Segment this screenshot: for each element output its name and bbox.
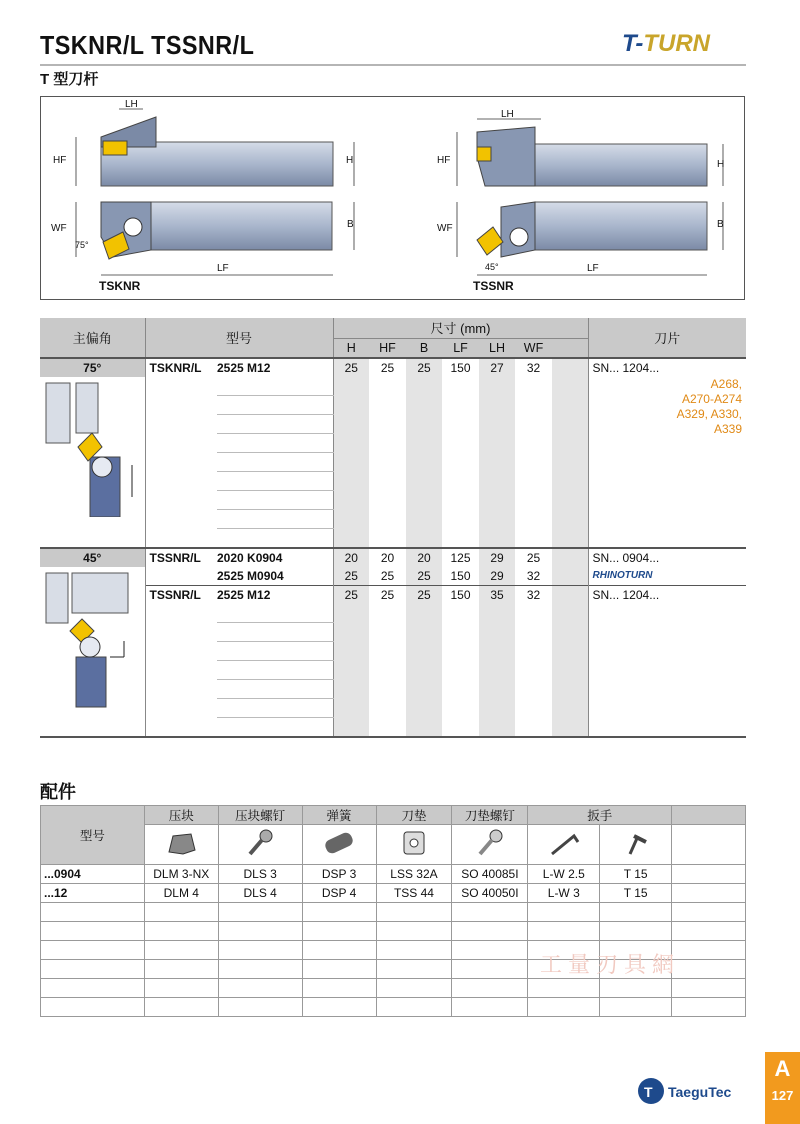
catalog-refs	[588, 377, 746, 548]
table-row	[41, 865, 746, 884]
dim-lf-left: LF	[217, 263, 229, 274]
acc-header-clamp: 压块	[144, 806, 218, 825]
page-title: TSKNR/L TSSNR/L	[40, 30, 255, 60]
dim-h-left: H	[346, 155, 354, 166]
value-b: 20	[406, 548, 442, 567]
brand-logo: T-TURN	[622, 30, 710, 57]
acc-header-spring: 弹簧	[302, 806, 376, 825]
value-h: 25	[333, 567, 369, 586]
table-row	[40, 567, 746, 586]
company-name: TaeguTec	[668, 1084, 732, 1100]
value-wf: 32	[526, 568, 541, 583]
dim-wf-left: WF	[51, 223, 67, 234]
dim-h-right: H	[717, 159, 725, 170]
angle-75-label: 75°	[75, 240, 89, 250]
rhinoturn-logo: RHINOTURN	[592, 570, 653, 581]
acc-cell: SO 40085I	[452, 865, 528, 884]
acc-model: ...12	[41, 884, 145, 903]
value-hf: 20	[380, 550, 395, 565]
angle-75: 75°	[40, 358, 145, 377]
value-h: 25	[333, 585, 369, 604]
model-name: TSSNR/L	[149, 550, 201, 565]
ref-3[interactable]: A329, A330,	[676, 406, 742, 421]
acc-cell: DSP 4	[302, 884, 376, 903]
value-lh: 29	[479, 567, 515, 586]
dim-b-right: B	[717, 219, 724, 230]
value-wf: 32	[526, 360, 541, 375]
holder-45-icon	[40, 567, 140, 717]
acc-cell: DLM 3-NX	[144, 865, 218, 884]
value-lf: 150	[450, 568, 471, 583]
dim-lf-right: LF	[587, 263, 599, 274]
table-row	[40, 548, 746, 567]
col-model-header: 型号	[145, 318, 333, 358]
model-code: 2525 M12	[217, 585, 333, 604]
size-col-lh: LH	[479, 338, 515, 358]
tsknr-label: TSKNR	[99, 279, 141, 293]
acc-header-shim: 刀垫	[376, 806, 452, 825]
tool-diagram	[40, 96, 745, 300]
torx-wrench-icon	[600, 825, 672, 865]
insert-code: SN... 1204...	[592, 360, 660, 375]
table-row	[41, 884, 746, 903]
holder-75-image	[40, 377, 145, 548]
holder-75-icon	[40, 377, 140, 517]
dim-lh-right: LH	[501, 109, 514, 120]
size-col-lf: LF	[442, 338, 479, 358]
model-name: TSSNR/L	[149, 587, 201, 602]
tool-drawings	[41, 97, 746, 301]
size-col-hf: HF	[369, 338, 406, 358]
page-tab	[765, 1052, 800, 1124]
col-size-header: 尺寸 (mm)	[333, 318, 588, 338]
holder-45-image	[40, 567, 145, 737]
spring-icon	[302, 825, 376, 865]
acc-cell: SO 40050I	[452, 884, 528, 903]
acc-header-clamp-screw: 压块螺钉	[218, 806, 302, 825]
title-divider	[40, 64, 746, 66]
acc-cell: L-W 3	[528, 884, 600, 903]
hex-wrench-icon	[528, 825, 600, 865]
value-wf: 32	[526, 587, 541, 602]
screw-icon	[218, 825, 302, 865]
value-lf: 150	[450, 360, 471, 375]
shim-screw-icon	[452, 825, 528, 865]
page-letter: A	[774, 1056, 791, 1081]
acc-cell: DSP 3	[302, 865, 376, 884]
acc-cell: T 15	[600, 865, 672, 884]
value-h: 20	[333, 548, 369, 567]
acc-cell: DLS 3	[218, 865, 302, 884]
col-insert-header: 刀片	[588, 318, 746, 358]
model-code: 2020 K0904	[217, 548, 333, 567]
value-lh: 29	[479, 548, 515, 567]
shim-icon	[376, 825, 452, 865]
svg-text:T: T	[644, 1084, 653, 1100]
acc-model-header: 型号	[41, 806, 145, 865]
size-col-b: B	[406, 338, 442, 358]
value-lf: 125	[450, 550, 471, 565]
value-hf: 25	[380, 568, 395, 583]
value-b: 25	[406, 585, 442, 604]
acc-cell: LSS 32A	[376, 865, 452, 884]
watermark: 工量刃具網	[540, 952, 681, 977]
value-lh: 35	[479, 585, 515, 604]
page-number: 127	[771, 1088, 794, 1103]
model-code: 2525 M0904	[217, 567, 333, 586]
clamp-icon	[144, 825, 218, 865]
ref-1[interactable]: A268,	[710, 376, 742, 391]
dim-b-left: B	[347, 219, 354, 230]
taegutec-logo	[636, 1076, 666, 1111]
page-subtitle: T 型刀杆	[40, 71, 99, 88]
ref-4[interactable]: A339	[713, 421, 742, 436]
acc-cell: L-W 2.5	[528, 865, 600, 884]
value-lh: 27	[479, 358, 515, 377]
acc-cell: TSS 44	[376, 884, 452, 903]
acc-model: ...0904	[41, 865, 145, 884]
value-wf: 25	[526, 550, 541, 565]
acc-cell: DLS 4	[218, 884, 302, 903]
value-hf: 25	[380, 360, 395, 375]
angle-45: 45°	[40, 548, 145, 567]
value-lf: 150	[450, 587, 471, 602]
table-row	[40, 358, 746, 377]
size-col-h: H	[333, 338, 369, 358]
insert-code: SN... 0904...	[592, 550, 660, 565]
holder-spec-table	[40, 318, 746, 738]
accessories-title: 配件	[40, 782, 76, 802]
value-b: 25	[406, 567, 442, 586]
col-angle-header: 主偏角	[40, 318, 145, 358]
dim-hf-right: HF	[437, 155, 451, 166]
table-row	[40, 585, 746, 604]
acc-header-wrench: 扳手	[528, 806, 672, 825]
acc-cell: DLM 4	[144, 884, 218, 903]
value-h: 25	[333, 358, 369, 377]
dim-wf-right: WF	[437, 223, 453, 234]
value-hf: 25	[380, 587, 395, 602]
model-code: 2525 M12	[217, 358, 333, 377]
insert-code: SN... 1204...	[592, 587, 660, 602]
ref-2[interactable]: A270-A274	[681, 391, 742, 406]
angle-45-label: 45°	[485, 262, 499, 272]
model-name: TSKNR/L	[149, 360, 202, 375]
dim-lh-left: LH	[125, 99, 138, 110]
acc-header-shim-screw: 刀垫螺钉	[452, 806, 528, 825]
accessories-table	[40, 805, 746, 1017]
size-col-wf: WF	[515, 338, 552, 358]
acc-cell: T 15	[600, 884, 672, 903]
dim-hf-left: HF	[53, 155, 67, 166]
tssnr-label: TSSNR	[473, 279, 514, 293]
value-b: 25	[406, 358, 442, 377]
